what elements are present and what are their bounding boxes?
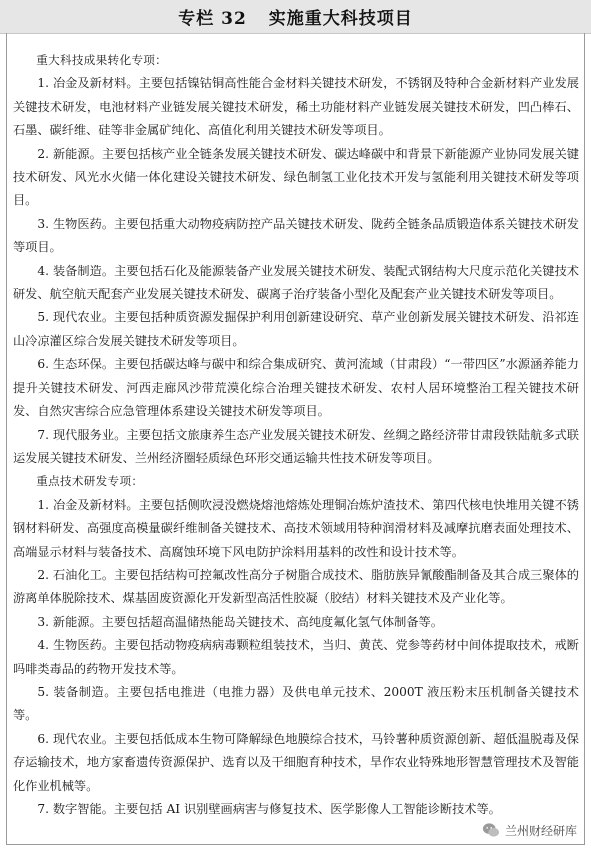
column-header (0, 0, 591, 34)
section-heading-achievement: 重大科技成果转化专项： (36, 53, 168, 67)
achievement-item: 6. 生态环保。主要包括碳达峰与碳中和综合集成研究、黄河流域（甘肃段）“一带四区”水源涵养能力提升关键技术研发、河西走廊风沙带荒漠化综合治理关键技术研发、农村人居环境整治工程关键技术研发、自然灾害综合应急管理体系建设关键技术研发等项目。 (13, 357, 579, 419)
column-number: 专栏 32 (178, 9, 247, 29)
key-tech-item: 1. 冶金及新材料。主要包括侧吹浸没燃烧熔池熔炼处理铜冶炼炉渣技术、第四代核电快堆用关键不锈钢材料研发、高强度高模量碳纤维制备关键技术、高技术领域用特种润滑材料及减摩抗磨表面处理技术、高端显示材料与装备技术、高腐蚀环境下风电防护涂料用基料的改性和设计技术等。 (13, 497, 579, 559)
key-tech-item: 7. 数字智能。主要包括 AI 识别壁画病害与修复技术、医学影像人工智能诊断技术等。 (37, 802, 501, 816)
key-tech-item: 4. 生物医药。主要包括动物疫病病毒颗粒组装技术，当归、黄芪、党参等药材中间体提取技术，戒断吗啡类毒品的药物开发技术等。 (13, 638, 579, 676)
achievement-item: 2. 新能源。主要包括核产业全链条发展关键技术研发、碳达峰碳中和背景下新能源产业协同发展关键技术研发、风光水火储一体化建设关键技术研发、绿色制氢工业化技术开发与氢能利用关键技术研发等项目。 (13, 146, 579, 208)
column-title (178, 4, 413, 29)
column-box (6, 33, 585, 845)
key-tech-item: 5. 装备制造。主要包括电推进（电推力器）及供电单元技术、2000T 液压粉末压机制备关键技术等。 (13, 684, 579, 723)
watermark (478, 819, 581, 841)
achievement-item: 4. 装备制造。主要包括石化及能源装备产业发展关键技术研发、装配式钢结构大尺度示范化关键技术研发、航空航天配套产业发展关键技术研发、碳离子治疗装备小型化及配套产业关键技术研发等项目。 (13, 263, 579, 302)
achievement-item: 5. 现代农业。主要包括种质资源发掘保护利用创新建设研究、草产业创新发展关键技术研发、沿祁连山冷凉灌区综合发展关键技术研发等项目。 (13, 310, 579, 348)
key-tech-item: 3. 新能源。主要包括超高温储热能岛关键技术、高纯度氟化氢气体制备等。 (37, 614, 443, 629)
key-tech-item: 2. 石油化工。主要包括结构可控氟改性高分子树脂合成技术、脂肪族异氰酸酯制备及其合成三聚体的游离单体脱除技术、煤基固废资源化开发新型高活性胶凝（胶结）材料关键技术及产业化等。 (13, 567, 579, 606)
wechat-icon (482, 821, 500, 839)
achievement-item: 7. 现代服务业。主要包括文旅康养生态产业发展关键技术研发、丝绸之路经济带甘肃段铁陆航多式联运发展关键技术研发、兰州经济圈轻质绿色环形交通运输共性技术研发等项目。 (13, 427, 579, 465)
section-heading-key-tech: 重点技术研发专项： (36, 474, 144, 489)
column-content (13, 49, 579, 821)
achievement-item: 3. 生物医药。主要包括重大动物疫病防控产品关键技术研发、陇药全链条品质锻造体系关键技术研发等项目。 (13, 216, 579, 255)
watermark-text: 兰州财经研库 (504, 823, 577, 838)
column-heading: 实施重大科技项目 (268, 9, 413, 29)
key-tech-item: 6. 现代农业。主要包括低成本生物可降解绿色地膜综合技术，马铃薯种质资源创新、超低温脱毒及保存运输技术，地方家畜遗传资源保护、选育以及干细胞育种技术，旱作农业特殊地形智慧管理技术及智能化作业机械等。 (13, 731, 579, 793)
achievement-item: 1. 冶金及新材料。主要包括镍钴铜高性能合金材料关键技术研发，不锈钢及特种合金新材料产业发展关键技术研发，电池材料产业链发展关键技术研发，稀土功能材料产业链发展关键技术研发，凹凸棒石、石墨、碳纤维、硅等非金属矿纯化、高值化利用关键技术研发等项目。 (13, 76, 579, 138)
